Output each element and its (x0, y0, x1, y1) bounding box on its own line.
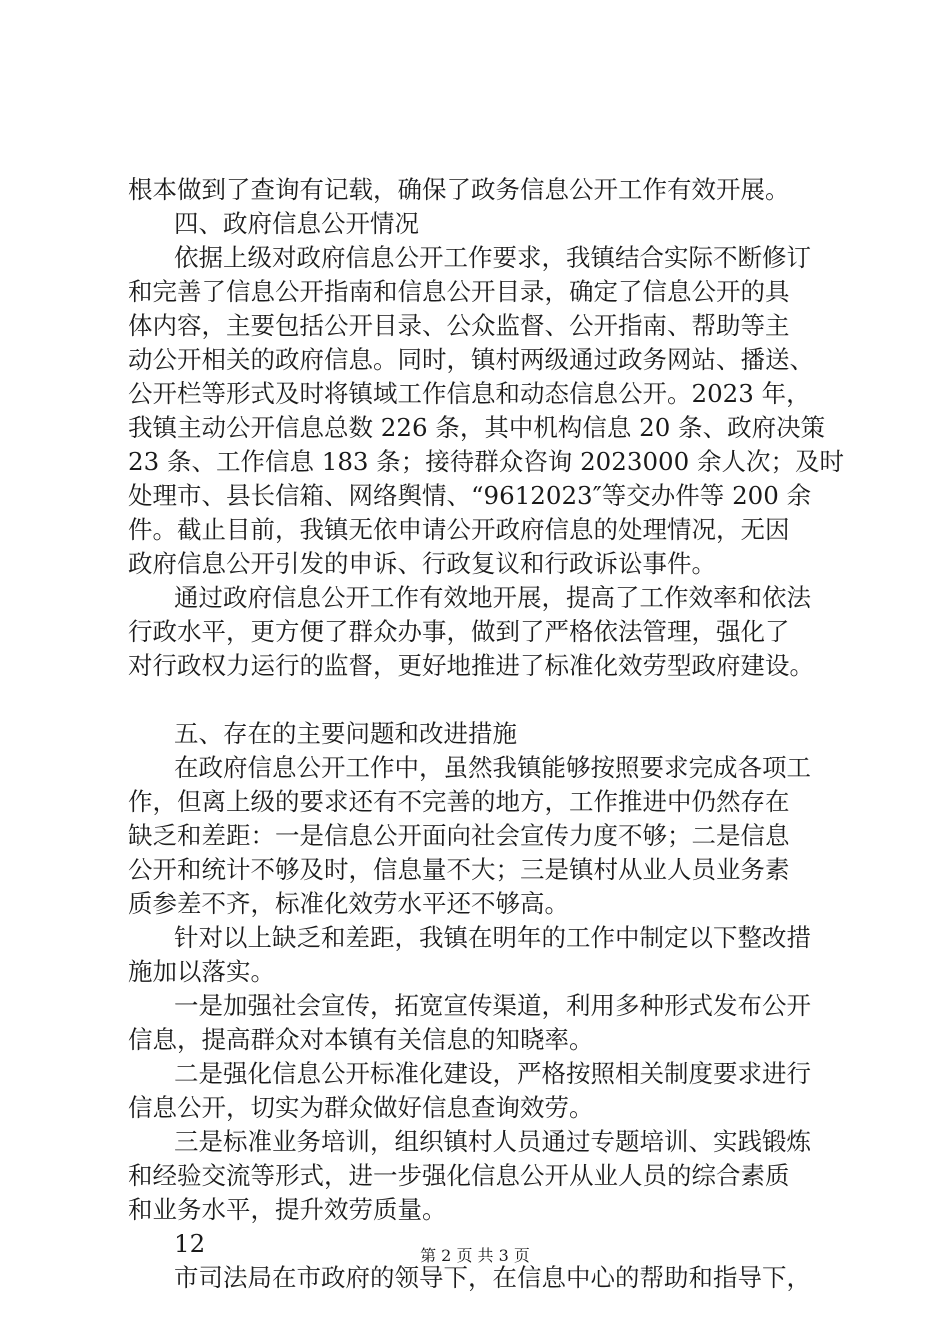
text-line: 一是加强社会宣传，拓宽宣传渠道，利用多种形式发布公开 (174, 991, 811, 1020)
text-line: 质参差不齐，标准化效劳水平还不够高。 (128, 889, 569, 918)
document-body (128, 173, 858, 1295)
page-footer: 第 2 页 共 3 页 (420, 1246, 530, 1265)
text-line: 和完善了信息公开指南和信息公开目录，确定了信息公开的具 (128, 277, 790, 306)
paragraph-gap (128, 683, 858, 717)
text-line: 政府信息公开引发的申诉、行政复议和行政诉讼事件。 (128, 549, 716, 578)
text-line: 信息公开，切实为群众做好信息查询效劳。 (128, 1093, 594, 1122)
text-line: 和业务水平，提升效劳质量。 (128, 1195, 447, 1224)
text-line: 对行政权力运行的监督，更好地推进了标准化效劳型政府建设。 (128, 651, 814, 680)
text-line: 针对以上缺乏和差距，我镇在明年的工作中制定以下整改措 (174, 923, 811, 952)
text-line: 作，但离上级的要求还有不完善的地方，工作推进中仍然存在 (128, 787, 790, 816)
text-line: 体内容，主要包括公开目录、公众监督、公开指南、帮助等主 (128, 311, 790, 340)
text-line: 三是标准业务培训，组织镇村人员通过专题培训、实践锻炼 (174, 1127, 811, 1156)
text-line: 通过政府信息公开工作有效地开展，提高了工作效率和依法 (174, 583, 811, 612)
text-line: 在政府信息公开工作中，虽然我镇能够按照要求完成各项工 (174, 753, 811, 782)
text-line: 12 (174, 1229, 206, 1258)
text-line: 我镇主动公开信息总数 226 条，其中机构信息 20 条、政府决策 (128, 413, 826, 442)
text-line: 公开和统计不够及时，信息量不大；三是镇村从业人员业务素 (128, 855, 790, 884)
text-line: 根本做到了查询有记载，确保了政务信息公开工作有效开展。 (128, 175, 790, 204)
text-line: 施加以落实。 (128, 957, 275, 986)
text-line: 23 条、工作信息 183 条；接待群众咨询 2023000 余人次；及时 (128, 447, 844, 476)
text-line: 动公开相关的政府信息。同时，镇村两级通过政务网站、播送、 (128, 345, 814, 374)
text-line: 公开栏等形式及时将镇域工作信息和动态信息公开。2023 年， (128, 379, 811, 408)
text-line: 件。截止目前，我镇无依申请公开政府信息的处理情况，无因 (128, 515, 790, 544)
text-line: 处理市、县长信箱、网络舆情、“9612023″等交办件等 200 余 (128, 481, 812, 510)
text-line: 依据上级对政府信息公开工作要求，我镇结合实际不断修订 (174, 243, 811, 272)
text-line: 和经验交流等形式，进一步强化信息公开从业人员的综合素质 (128, 1161, 790, 1190)
text-line: 二是强化信息公开标准化建设，严格按照相关制度要求进行 (174, 1059, 811, 1088)
text-line: 行政水平，更方便了群众办事，做到了严格依法管理，强化了 (128, 617, 790, 646)
text-line: 市司法局在市政府的领导下，在信息中心的帮助和指导下， (174, 1263, 811, 1292)
text-line: 缺乏和差距：一是信息公开面向社会宣传力度不够；二是信息 (128, 821, 790, 850)
section-heading-4: 四、政府信息公开情况 (174, 209, 419, 238)
text-line: 信息，提高群众对本镇有关信息的知晓率。 (128, 1025, 594, 1054)
section-heading-5: 五、存在的主要问题和改进措施 (174, 719, 517, 748)
